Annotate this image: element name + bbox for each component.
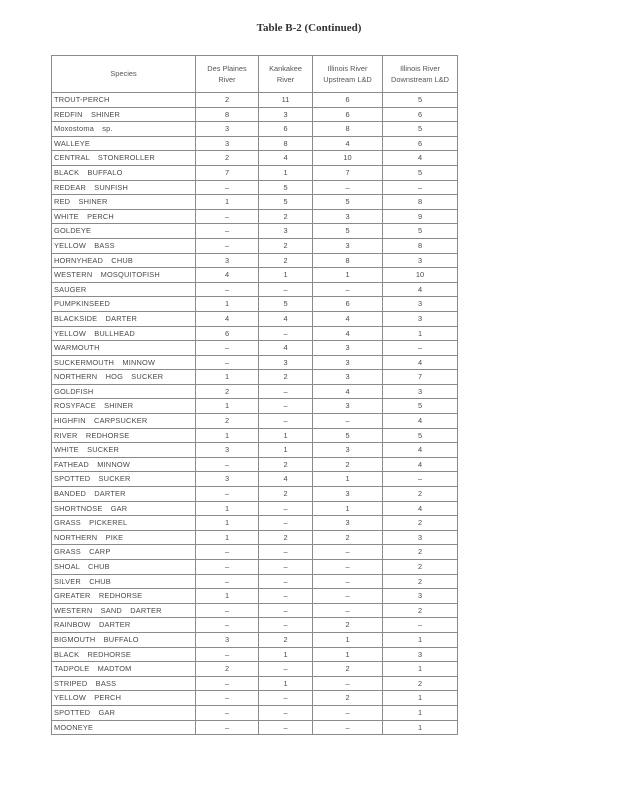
cell-des-plaines: – <box>196 676 259 691</box>
cell-species: GRASS PICKEREL <box>52 516 196 531</box>
cell-illinois-downstream: 5 <box>383 122 458 137</box>
cell-illinois-downstream: 4 <box>383 414 458 429</box>
cell-illinois-downstream: 1 <box>383 705 458 720</box>
cell-species: TROUT-PERCH <box>52 93 196 108</box>
table-row <box>52 122 458 137</box>
table-row <box>52 443 458 458</box>
cell-des-plaines: 1 <box>196 530 259 545</box>
table-row <box>52 705 458 720</box>
table-row <box>52 268 458 283</box>
cell-des-plaines: 8 <box>196 107 259 122</box>
cell-kankakee: 6 <box>259 122 313 137</box>
cell-illinois-downstream: 1 <box>383 662 458 677</box>
cell-illinois-upstream: 8 <box>313 253 383 268</box>
cell-illinois-downstream: 3 <box>383 311 458 326</box>
table-row <box>52 632 458 647</box>
table-row <box>52 603 458 618</box>
table-row <box>52 399 458 414</box>
cell-species: HORNYHEAD CHUB <box>52 253 196 268</box>
cell-kankakee: 4 <box>259 311 313 326</box>
cell-kankakee: 1 <box>259 443 313 458</box>
cell-illinois-downstream: 1 <box>383 691 458 706</box>
cell-species: GOLDFISH <box>52 384 196 399</box>
cell-species: BIGMOUTH BUFFALO <box>52 632 196 647</box>
cell-des-plaines: – <box>196 487 259 502</box>
cell-kankakee: – <box>259 589 313 604</box>
cell-illinois-upstream: 4 <box>313 311 383 326</box>
cell-illinois-upstream: 1 <box>313 647 383 662</box>
cell-species: FATHEAD MINNOW <box>52 457 196 472</box>
cell-illinois-downstream: 3 <box>383 297 458 312</box>
cell-des-plaines: 1 <box>196 501 259 516</box>
cell-illinois-upstream: 3 <box>313 355 383 370</box>
cell-des-plaines: 4 <box>196 311 259 326</box>
cell-illinois-downstream: 5 <box>383 428 458 443</box>
cell-species: STRIPED BASS <box>52 676 196 691</box>
table-row <box>52 545 458 560</box>
table-row <box>52 574 458 589</box>
cell-kankakee: – <box>259 720 313 735</box>
cell-species: GOLDEYE <box>52 224 196 239</box>
cell-kankakee: 1 <box>259 165 313 180</box>
cell-illinois-upstream: 3 <box>313 487 383 502</box>
cell-illinois-upstream: – <box>313 720 383 735</box>
cell-species: WESTERN MOSQUITOFISH <box>52 268 196 283</box>
cell-illinois-upstream: 5 <box>313 224 383 239</box>
cell-kankakee: – <box>259 399 313 414</box>
header-row <box>52 56 458 93</box>
cell-species: BLACK REDHORSE <box>52 647 196 662</box>
table-row <box>52 297 458 312</box>
cell-des-plaines: 1 <box>196 297 259 312</box>
cell-des-plaines: 3 <box>196 632 259 647</box>
cell-des-plaines: – <box>196 691 259 706</box>
cell-illinois-upstream: – <box>313 282 383 297</box>
cell-des-plaines: – <box>196 647 259 662</box>
cell-kankakee: – <box>259 516 313 531</box>
cell-illinois-upstream: 6 <box>313 107 383 122</box>
header-kankakee-river: Kankakee River <box>259 56 313 93</box>
header-des-plaines-river: Des Plaines River <box>196 56 259 93</box>
cell-kankakee: – <box>259 282 313 297</box>
cell-illinois-upstream: 3 <box>313 209 383 224</box>
cell-des-plaines: 1 <box>196 516 259 531</box>
cell-illinois-upstream: 5 <box>313 195 383 210</box>
cell-species: TADPOLE MADTOM <box>52 662 196 677</box>
cell-illinois-downstream: 4 <box>383 282 458 297</box>
cell-des-plaines: 3 <box>196 443 259 458</box>
cell-kankakee: – <box>259 501 313 516</box>
table-row <box>52 560 458 575</box>
cell-kankakee: – <box>259 705 313 720</box>
cell-species: SAUGER <box>52 282 196 297</box>
cell-kankakee: 2 <box>259 530 313 545</box>
cell-illinois-upstream: – <box>313 414 383 429</box>
cell-des-plaines: – <box>196 618 259 633</box>
cell-kankakee: – <box>259 326 313 341</box>
cell-illinois-downstream: 3 <box>383 384 458 399</box>
cell-illinois-upstream: 1 <box>313 472 383 487</box>
cell-kankakee: 2 <box>259 238 313 253</box>
cell-illinois-upstream: 6 <box>313 93 383 108</box>
cell-illinois-downstream: 4 <box>383 501 458 516</box>
cell-illinois-downstream: 1 <box>383 326 458 341</box>
cell-des-plaines: 1 <box>196 399 259 414</box>
cell-illinois-upstream: 3 <box>313 341 383 356</box>
cell-illinois-downstream: 1 <box>383 632 458 647</box>
cell-illinois-downstream: 4 <box>383 355 458 370</box>
cell-kankakee: – <box>259 618 313 633</box>
cell-illinois-downstream: 7 <box>383 370 458 385</box>
cell-illinois-upstream: 3 <box>313 516 383 531</box>
cell-illinois-upstream: – <box>313 545 383 560</box>
cell-illinois-downstream: 3 <box>383 647 458 662</box>
cell-illinois-downstream: 4 <box>383 443 458 458</box>
cell-kankakee: 2 <box>259 370 313 385</box>
table-row <box>52 589 458 604</box>
cell-species: RED SHINER <box>52 195 196 210</box>
table-row <box>52 472 458 487</box>
cell-illinois-downstream: – <box>383 472 458 487</box>
cell-kankakee: – <box>259 560 313 575</box>
table-row <box>52 107 458 122</box>
cell-species: RAINBOW DARTER <box>52 618 196 633</box>
cell-illinois-upstream: – <box>313 705 383 720</box>
table-title: Table B-2 (Continued) <box>256 22 362 34</box>
cell-species: REDFIN SHINER <box>52 107 196 122</box>
cell-illinois-upstream: 3 <box>313 370 383 385</box>
table-row <box>52 224 458 239</box>
cell-species: WARMOUTH <box>52 341 196 356</box>
cell-illinois-downstream: 1 <box>383 720 458 735</box>
table-row <box>52 311 458 326</box>
cell-illinois-downstream: – <box>383 618 458 633</box>
cell-des-plaines: 7 <box>196 165 259 180</box>
cell-species: Moxostoma sp. <box>52 122 196 137</box>
table-row <box>52 516 458 531</box>
cell-illinois-upstream: 10 <box>313 151 383 166</box>
header-illinois-river-upstream: Illinois River Upstream L&D <box>313 56 383 93</box>
cell-illinois-upstream: 4 <box>313 136 383 151</box>
cell-illinois-downstream: 2 <box>383 487 458 502</box>
cell-kankakee: 5 <box>259 180 313 195</box>
cell-kankakee: 2 <box>259 632 313 647</box>
cell-illinois-upstream: – <box>313 560 383 575</box>
cell-des-plaines: 1 <box>196 428 259 443</box>
cell-des-plaines: – <box>196 282 259 297</box>
cell-illinois-upstream: 2 <box>313 691 383 706</box>
table-row <box>52 93 458 108</box>
cell-des-plaines: – <box>196 209 259 224</box>
cell-des-plaines: 2 <box>196 384 259 399</box>
cell-illinois-upstream: – <box>313 180 383 195</box>
table-row <box>52 691 458 706</box>
cell-species: GREATER REDHORSE <box>52 589 196 604</box>
cell-des-plaines: 3 <box>196 136 259 151</box>
cell-illinois-downstream: 8 <box>383 238 458 253</box>
cell-species: CENTRAL STONEROLLER <box>52 151 196 166</box>
cell-kankakee: 4 <box>259 341 313 356</box>
cell-kankakee: – <box>259 574 313 589</box>
cell-species: RIVER REDHORSE <box>52 428 196 443</box>
cell-species: SHORTNOSE GAR <box>52 501 196 516</box>
table-row <box>52 326 458 341</box>
cell-species: MOONEYE <box>52 720 196 735</box>
cell-des-plaines: – <box>196 224 259 239</box>
cell-des-plaines: – <box>196 545 259 560</box>
table-body <box>52 93 458 735</box>
cell-species: HIGHFIN CARPSUCKER <box>52 414 196 429</box>
cell-kankakee: 1 <box>259 647 313 662</box>
cell-des-plaines: 4 <box>196 268 259 283</box>
table-row <box>52 209 458 224</box>
cell-kankakee: 8 <box>259 136 313 151</box>
cell-illinois-upstream: 1 <box>313 501 383 516</box>
cell-kankakee: 2 <box>259 457 313 472</box>
table-row <box>52 647 458 662</box>
cell-kankakee: – <box>259 384 313 399</box>
header-species: Species <box>52 56 196 93</box>
cell-illinois-downstream: 2 <box>383 560 458 575</box>
cell-illinois-upstream: 3 <box>313 238 383 253</box>
cell-des-plaines: 2 <box>196 662 259 677</box>
cell-illinois-downstream: 4 <box>383 457 458 472</box>
cell-illinois-downstream: 5 <box>383 224 458 239</box>
table-row <box>52 676 458 691</box>
cell-kankakee: 4 <box>259 472 313 487</box>
cell-species: YELLOW PERCH <box>52 691 196 706</box>
cell-des-plaines: – <box>196 180 259 195</box>
cell-species: SPOTTED GAR <box>52 705 196 720</box>
table-row <box>52 136 458 151</box>
cell-des-plaines: 1 <box>196 370 259 385</box>
cell-illinois-downstream: 5 <box>383 399 458 414</box>
cell-illinois-upstream: – <box>313 603 383 618</box>
cell-illinois-upstream: 1 <box>313 632 383 647</box>
cell-species: BLACKSIDE DARTER <box>52 311 196 326</box>
table-row <box>52 428 458 443</box>
cell-des-plaines: 2 <box>196 151 259 166</box>
cell-species: YELLOW BULLHEAD <box>52 326 196 341</box>
cell-kankakee: – <box>259 691 313 706</box>
cell-illinois-upstream: – <box>313 574 383 589</box>
cell-kankakee: 5 <box>259 297 313 312</box>
table-row <box>52 384 458 399</box>
header-illinois-river-downstream: Illinois River Downstream L&D <box>383 56 458 93</box>
table-row <box>52 370 458 385</box>
cell-illinois-downstream: – <box>383 341 458 356</box>
cell-illinois-downstream: 3 <box>383 253 458 268</box>
cell-des-plaines: 1 <box>196 589 259 604</box>
cell-species: NORTHERN PIKE <box>52 530 196 545</box>
cell-illinois-upstream: 8 <box>313 122 383 137</box>
cell-des-plaines: – <box>196 560 259 575</box>
cell-species: NORTHERN HOG SUCKER <box>52 370 196 385</box>
cell-kankakee: 3 <box>259 107 313 122</box>
cell-illinois-upstream: 6 <box>313 297 383 312</box>
cell-kankakee: 2 <box>259 253 313 268</box>
cell-kankakee: 2 <box>259 487 313 502</box>
cell-kankakee: 3 <box>259 224 313 239</box>
cell-kankakee: – <box>259 603 313 618</box>
cell-des-plaines: – <box>196 603 259 618</box>
cell-illinois-downstream: 6 <box>383 107 458 122</box>
cell-des-plaines: 1 <box>196 195 259 210</box>
cell-illinois-upstream: – <box>313 676 383 691</box>
cell-illinois-downstream: 2 <box>383 574 458 589</box>
cell-kankakee: 5 <box>259 195 313 210</box>
cell-des-plaines: 2 <box>196 93 259 108</box>
cell-illinois-upstream: 3 <box>313 443 383 458</box>
cell-illinois-upstream: 1 <box>313 268 383 283</box>
cell-illinois-downstream: 9 <box>383 209 458 224</box>
table-row <box>52 355 458 370</box>
cell-illinois-downstream: 8 <box>383 195 458 210</box>
table-row <box>52 457 458 472</box>
cell-illinois-downstream: 5 <box>383 165 458 180</box>
table-row <box>52 180 458 195</box>
table-row <box>52 720 458 735</box>
cell-species: WESTERN SAND DARTER <box>52 603 196 618</box>
table-row <box>52 414 458 429</box>
cell-kankakee: 2 <box>259 209 313 224</box>
cell-kankakee: – <box>259 414 313 429</box>
cell-des-plaines: – <box>196 574 259 589</box>
cell-species: WHITE PERCH <box>52 209 196 224</box>
cell-illinois-downstream: 4 <box>383 151 458 166</box>
cell-des-plaines: 2 <box>196 414 259 429</box>
cell-des-plaines: 3 <box>196 122 259 137</box>
species-table <box>51 55 458 735</box>
table-row <box>52 282 458 297</box>
cell-illinois-downstream: 2 <box>383 516 458 531</box>
cell-illinois-downstream: 3 <box>383 589 458 604</box>
cell-des-plaines: 3 <box>196 253 259 268</box>
cell-illinois-upstream: 2 <box>313 530 383 545</box>
cell-des-plaines: 6 <box>196 326 259 341</box>
cell-kankakee: – <box>259 662 313 677</box>
cell-illinois-downstream: 10 <box>383 268 458 283</box>
cell-species: SPOTTED SUCKER <box>52 472 196 487</box>
table-row <box>52 341 458 356</box>
table-row <box>52 165 458 180</box>
cell-illinois-downstream: 2 <box>383 545 458 560</box>
cell-illinois-upstream: 3 <box>313 399 383 414</box>
table-row <box>52 662 458 677</box>
cell-illinois-upstream: – <box>313 589 383 604</box>
cell-illinois-downstream: 6 <box>383 136 458 151</box>
cell-species: SUCKERMOUTH MINNOW <box>52 355 196 370</box>
cell-kankakee: 3 <box>259 355 313 370</box>
cell-species: SILVER CHUB <box>52 574 196 589</box>
table-row <box>52 253 458 268</box>
cell-species: SHOAL CHUB <box>52 560 196 575</box>
cell-illinois-upstream: 7 <box>313 165 383 180</box>
cell-kankakee: 11 <box>259 93 313 108</box>
cell-illinois-downstream: – <box>383 180 458 195</box>
cell-species: ROSYFACE SHINER <box>52 399 196 414</box>
table-row <box>52 238 458 253</box>
cell-illinois-downstream: 5 <box>383 93 458 108</box>
table-row <box>52 151 458 166</box>
table-row <box>52 530 458 545</box>
cell-species: GRASS CARP <box>52 545 196 560</box>
table-row <box>52 487 458 502</box>
cell-illinois-upstream: 2 <box>313 662 383 677</box>
cell-des-plaines: – <box>196 238 259 253</box>
cell-kankakee: – <box>259 545 313 560</box>
cell-des-plaines: – <box>196 341 259 356</box>
table-row <box>52 618 458 633</box>
cell-illinois-downstream: 2 <box>383 603 458 618</box>
cell-species: YELLOW BASS <box>52 238 196 253</box>
cell-des-plaines: – <box>196 457 259 472</box>
cell-species: WALLEYE <box>52 136 196 151</box>
cell-des-plaines: – <box>196 705 259 720</box>
cell-species: PUMPKINSEED <box>52 297 196 312</box>
cell-kankakee: 1 <box>259 268 313 283</box>
cell-kankakee: 1 <box>259 428 313 443</box>
table-row <box>52 501 458 516</box>
cell-illinois-downstream: 3 <box>383 530 458 545</box>
cell-illinois-upstream: 2 <box>313 618 383 633</box>
cell-kankakee: 4 <box>259 151 313 166</box>
cell-illinois-upstream: 5 <box>313 428 383 443</box>
cell-illinois-downstream: 2 <box>383 676 458 691</box>
cell-species: BANDED DARTER <box>52 487 196 502</box>
cell-des-plaines: 3 <box>196 472 259 487</box>
cell-species: BLACK BUFFALO <box>52 165 196 180</box>
cell-des-plaines: – <box>196 720 259 735</box>
cell-species: WHITE SUCKER <box>52 443 196 458</box>
table-row <box>52 195 458 210</box>
cell-illinois-upstream: 4 <box>313 326 383 341</box>
cell-illinois-upstream: 4 <box>313 384 383 399</box>
cell-illinois-upstream: 2 <box>313 457 383 472</box>
cell-des-plaines: – <box>196 355 259 370</box>
cell-species: REDEAR SUNFISH <box>52 180 196 195</box>
cell-kankakee: 1 <box>259 676 313 691</box>
